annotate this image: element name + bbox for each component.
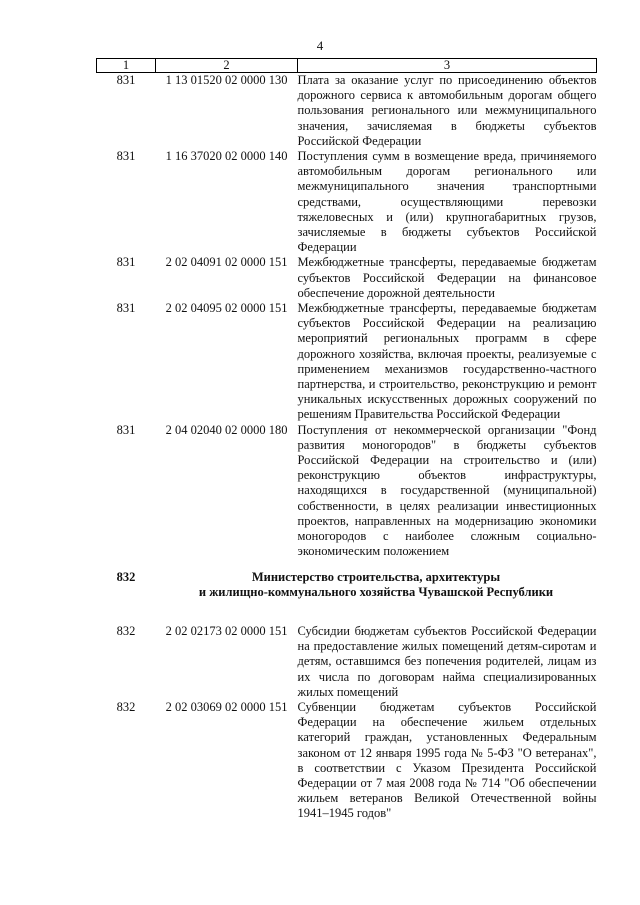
table-row xyxy=(97,73,597,150)
page-number: 4 xyxy=(316,38,324,53)
income-description-cell: Субвенции бюджетам субъектов Российской Федерации на обеспечение жильем отдельных категорий граждан, установленных Федеральным законом от 12 января 1995 года № 5-ФЗ "О ветеранах", в соответствии с Указом Президента Российской Федерации от 7 мая 2008 года № 714 "Об обеспечении жильем ветеранов Великой Отечественной войны 1941–1945 годов" xyxy=(297,699,597,821)
section-title-line-2: и жилищно-коммунального хозяйства Чувашской Республики xyxy=(198,584,554,599)
budget-code-cell: 2 02 04095 02 0000 151 xyxy=(165,301,288,316)
admin-code-cell: 831 xyxy=(116,301,136,316)
budget-code-cell: 1 16 37020 02 0000 140 xyxy=(165,149,288,164)
admin-code-cell: 832 xyxy=(116,623,136,638)
section-heading-row xyxy=(97,560,597,624)
income-description-cell: Плата за оказание услуг по присоединению объектов дорожного сервиса к автомобильным дорогам общего пользования регионального или межмуниципального значения, зачисляемая в бюджеты субъектов Российской Федерации xyxy=(297,73,597,148)
table-header-row xyxy=(97,59,597,73)
column-header-2: 2 xyxy=(156,59,298,73)
budget-codes-table xyxy=(96,58,597,822)
budget-code-cell: 2 02 02173 02 0000 151 xyxy=(165,623,288,638)
budget-code-cell: 1 13 01520 02 0000 130 xyxy=(165,73,288,87)
admin-code-cell: 831 xyxy=(116,149,136,164)
table-row xyxy=(97,423,597,560)
table-row xyxy=(97,700,597,822)
budget-code-cell: 2 02 04091 02 0000 151 xyxy=(165,255,288,270)
table-row xyxy=(97,301,597,423)
table-row xyxy=(97,255,597,301)
column-header-1: 1 xyxy=(97,59,156,73)
table-row xyxy=(97,624,597,700)
admin-code-cell: 831 xyxy=(116,422,136,437)
budget-code-cell: 2 04 02040 02 0000 180 xyxy=(165,422,288,437)
section-title xyxy=(156,560,597,624)
income-description-cell: Межбюджетные трансферты, передаваемые бюджетам субъектов Российской Федерации на реализацию мероприятий региональных программ в сфере дорожного хозяйства, включая проекты, реализуемые с применением механизмов государственно-частного партнерства, и строительство, реконструкцию и ремонт уникальных искусственных дорожных сооружений по решениям Правительства Российской Федерации xyxy=(297,301,597,422)
column-header-3: 3 xyxy=(298,59,597,73)
income-description-cell: Поступления сумм в возмещение вреда, причиняемого автомобильным дорогам регионального или межмуниципального значения транспортными средствами, осуществляющими перевозки тяжеловесных и (или) крупногабаритных грузов, зачисляемые в бюджеты субъектов Российской Федерации xyxy=(297,149,597,255)
income-description-cell: Межбюджетные трансферты, передаваемые бюджетам субъектов Российской Федерации на финансовое обеспечение дорожной деятельности xyxy=(297,255,597,300)
admin-code-cell: 831 xyxy=(116,255,136,270)
budget-code-cell: 2 02 03069 02 0000 151 xyxy=(165,699,288,714)
section-title-line-1: Министерство строительства, архитектуры xyxy=(251,569,501,584)
admin-code-cell: 832 xyxy=(116,699,136,714)
table-row xyxy=(97,149,597,255)
income-description-cell: Субсидии бюджетам субъектов Российской Федерации на предоставление жилых помещений детям-сиротам и детям, оставшимся без попечения родителей, лицам из их числа по договорам найма специализированных жилых помещений xyxy=(297,623,597,699)
admin-code-cell: 831 xyxy=(116,73,136,87)
section-admin-code: 832 xyxy=(116,569,136,584)
income-description-cell: Поступления от некоммерческой организации "Фонд развития моногородов" в бюджеты субъектов Российской Федерации на строительство и (или) реконструкцию объектов инфраструктуры, находящихся в государственной (муниципальной) собственности, в целях реализации инвестиционных проектов, направленных на модернизацию экономики моногородов с наиболее сложным социально-экономическим положением xyxy=(297,422,597,559)
